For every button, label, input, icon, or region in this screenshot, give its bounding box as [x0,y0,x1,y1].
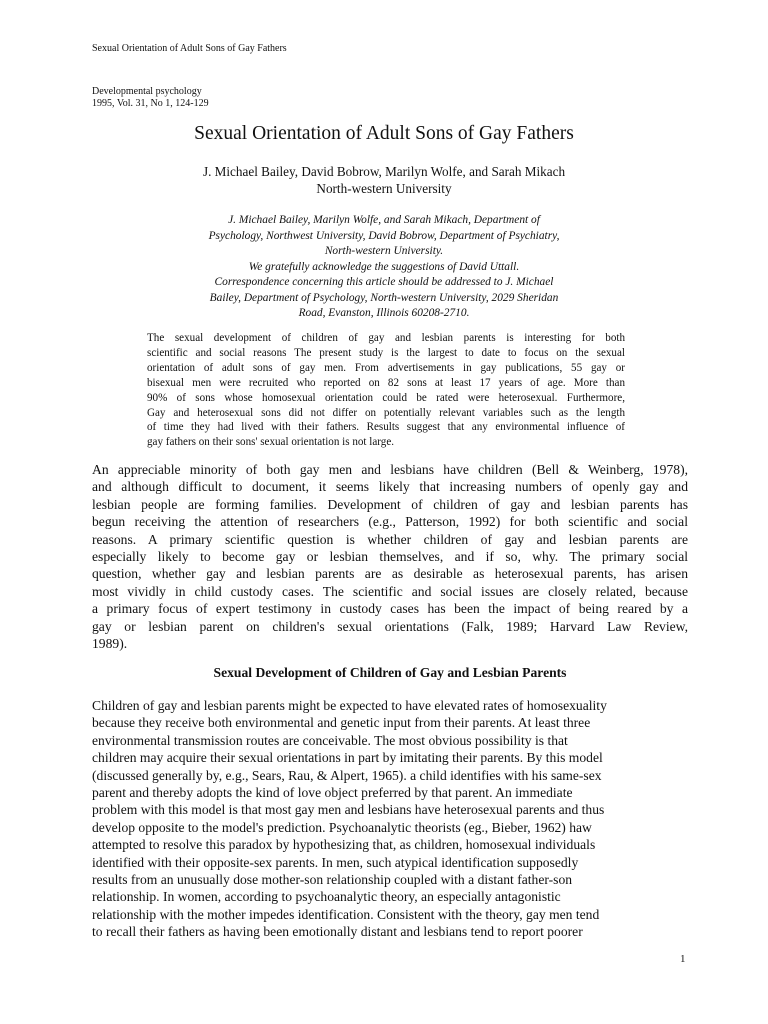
intro-line: 1989). [92,636,128,652]
author-block [92,163,676,197]
section-line: children may acquire their sexual orientations in part by imitating their parents. By this model [92,750,603,766]
journal-citation: 1995, Vol. 31, No 1, 124-129 [92,98,209,109]
abstract-line: scientific and social reasons The present study is the largest to date to focus on the sexual [147,346,625,359]
intro-line: lesbian people are forming families. Development of children of gay and lesbian parents has [92,496,688,512]
abstract-line: Gay and heterosexual sons did not differ on potentially relevant variables such as the length [147,406,625,419]
abstract-line: bisexual men were recruited who reported on 82 sons at least 17 years of age. More than [147,376,625,389]
intro-line: reasons. A primary scientific question is whether children of gay and lesbian parents are [92,531,688,547]
author-note-line: North-western University. [324,245,444,257]
intro-line: a primary focus of expert testimony in custody cases has been the impact of being reared by a [92,601,688,617]
journal-name: Developmental psychology [92,86,202,97]
section-line: problem with this model is that most gay men and lesbians have heterosexual parents and thus [92,802,605,818]
abstract [147,331,625,450]
section-line: relationship with the mother impedes identification. Consistent with the theory, gay men tend [92,906,600,922]
journal-info [92,86,209,110]
intro-paragraph [92,461,688,652]
section-line: develop opposite to the model's prediction. Psychoanalytic theorists (eg., Bieber, 1962) haw [92,819,592,835]
intro-line: gay or lesbian parent on children's sexual orientations (Falk, 1989; Harvard Law Review, [92,618,688,634]
author-note-line: J. Michael Bailey, Marilyn Wolfe, and Sarah Mikach, Department of [228,214,540,226]
section-paragraph [92,697,688,941]
intro-line: most vividly in child custody cases. The scientific and social issues are closely related, because [92,583,688,599]
author-note-line: We gratefully acknowledge the suggestions of David Uttall. [248,260,520,273]
section-line: (discussed generally by, e.g., Sears, Rau, & Alpert, 1965). a child identifies with his same-sex [92,767,602,783]
intro-line: and although difficult to document, it seems likely that increasing numbers of openly gay and [92,479,688,495]
section-line: parent and thereby adopts the kind of love object preferred by that parent. An immediate [92,785,573,801]
author-note-line: Bailey, Department of Psychology, North-western University, 2029 Sheridan [209,291,559,304]
abstract-line: 90% of sons whose homosexual orientation could be rated were heterosexual. Furthermore, [147,391,625,404]
author-note-line: Road, Evanston, Illinois 60208-2710. [298,307,470,319]
intro-line: especially likely to become gay or lesbian themselves, and if so, why. The primary social [92,549,688,565]
author-note-line: Psychology, Northwest University, David Bobrow, Department of Psychiatry, [208,229,560,242]
abstract-line: gay fathers on their sons' sexual orientation is not large. [147,436,395,449]
section-line: results from an unusually dose mother-son relationship coupled with a distant father-son [92,872,573,888]
section-heading: Sexual Development of Children of Gay and Lesbian Parents [213,665,567,680]
author-notes [170,213,598,322]
author-names: J. Michael Bailey, David Bobrow, Marilyn Wolfe, and Sarah Mikach [202,164,566,179]
section-line: identified with their opposite-sex parents. In men, such atypical identification supposedly [92,854,579,870]
section-line: attempted to resolve this paradox by hypothesizing that, as children, homosexual individuals [92,837,596,853]
section-line: because they receive both environmental and genetic input from their parents. At least three [92,715,591,731]
running-header: Sexual Orientation of Adult Sons of Gay Fathers [92,43,287,54]
page-number: 1 [680,953,686,965]
section-line: environmental transmission routes are conceivable. The most obvious possibility is that [92,732,568,748]
section-line: to recall their fathers as having been emotionally distant and lesbians tend to report poorer [92,924,583,940]
section-line: relationship. In women, according to psychoanalytic theory, an especially antagonistic [92,889,561,905]
section-line: Children of gay and lesbian parents might be expected to have elevated rates of homosexuality [92,698,607,713]
intro-line: begun receiving the attention of researchers (e.g., Patterson, 1992) for both scientific and social [92,514,688,530]
intro-line: question, whether gay and lesbian parents are as desirable as heterosexual parents, has arisen [92,566,688,582]
author-affiliation: North-western University [316,181,452,196]
abstract-line: of time they had lived with their fathers. Results suggest that any environmental influence of [147,421,625,434]
abstract-line: orientation of adult sons of gay men. From advertisements in gay publications, 55 gay or [147,361,625,374]
intro-line: An appreciable minority of both gay men and lesbians have children (Bell & Weinberg, 1978), [92,462,688,477]
author-note-line: Correspondence concerning this article should be addressed to J. Michael [214,276,554,288]
article-title: Sexual Orientation of Adult Sons of Gay Fathers [194,123,574,144]
abstract-line: The sexual development of children of gay and lesbian parents is interesting for both [147,332,625,344]
